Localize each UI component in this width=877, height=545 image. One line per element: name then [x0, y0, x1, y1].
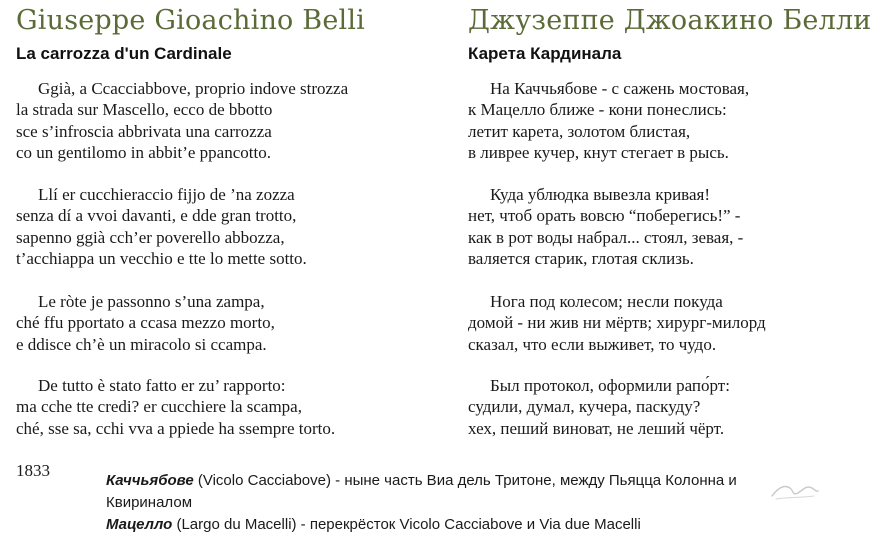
footnote-term: Мацелло — [106, 516, 173, 533]
italian-author: Giuseppe Gioachino Belli — [16, 5, 366, 36]
poem-line: сказал, что если выживет, то чудо. — [468, 334, 717, 354]
poem-line: De tutto è stato fatto er zu’ rapporto: — [38, 376, 286, 395]
russian-poem-title: Карета Кардинала — [468, 44, 622, 63]
poem-line: sapenno ggià cch’er poverello abbozza, — [16, 227, 285, 247]
poem-line: co un gentilomo in abbit’e ppancotto. — [16, 142, 271, 162]
poem-line: нет, чтоб орать вовсю “поберегись!” - — [468, 206, 741, 226]
italian-poem-title: La carrozza d'un Cardinale — [16, 44, 232, 63]
signature-mark-icon — [768, 476, 820, 504]
poem-line: Llí er cucchieraccio fijjo de ’na zozza — [38, 185, 295, 204]
poem-line: ché, sse sa, cchi vva a ppiede ha ssempre torto. — [16, 418, 336, 438]
russian-author: Джузеппе Джоакино Белли — [468, 5, 872, 36]
poem-line: sce s’infroscia abbrivata una carrozza — [16, 121, 272, 141]
poem-line: t’acchiappa un vecchio e tte lo mette sotto. — [16, 248, 307, 268]
poem-line: senza dí a vvoi davanti, e dde gran trotto, — [16, 206, 297, 226]
russian-stanza-4 — [468, 375, 730, 439]
footnote — [106, 470, 766, 514]
poem-line: Куда ублюдка вывезла кривая! — [490, 185, 711, 204]
poem-line: ma cche tte credi? er cucchiere la scampa, — [16, 397, 302, 417]
poem-line: На Каччьябове - с сажень мостовая, — [490, 79, 750, 98]
poem-line: Ggià, a Ccacciabbove, proprio indove strozza — [38, 79, 349, 98]
poem-line: Нога под колесом; несли покуда — [490, 292, 723, 311]
poem-line: домой - ни жив ни мёртв; хирург-милорд — [468, 313, 766, 333]
footnote-text: (Largo du Macelli) - перекрёсток Vicolo Cacciabove и Via due Macelli — [172, 516, 641, 533]
footnotes — [106, 470, 766, 536]
poem-line: хех, пеший виноват, не леший чёрт. — [468, 418, 725, 438]
poem-line: к Мацелло ближе - кони понеслись: — [468, 100, 727, 120]
poem-line: Le ròte je passonno s’una zampa, — [38, 292, 265, 311]
russian-stanza-2 — [468, 184, 743, 269]
poem-line: ché ffu pportato a ccasa mezzo morto, — [16, 313, 275, 333]
italian-stanza-2 — [16, 184, 307, 269]
poem-line: Был протокол, оформили рапо́рт: — [490, 376, 730, 395]
italian-stanza-3 — [16, 291, 275, 355]
russian-stanza-1 — [468, 78, 749, 163]
italian-stanza-1 — [16, 78, 348, 163]
poem-line: летит карета, золотом блистая, — [468, 121, 691, 141]
poem-line: e ddisce ch’è un miracolo si ccampa. — [16, 334, 267, 354]
poem-line: валяется старик, глотая склизь. — [468, 248, 694, 268]
poem-line: в ливрее кучер, кнут стегает в рысь. — [468, 142, 729, 162]
italian-stanza-4 — [16, 375, 335, 439]
poem-line: как в рот воды набрал... стоял, зевая, - — [468, 227, 744, 247]
russian-stanza-3 — [468, 291, 766, 355]
footnote-text: (Vicolo Cacciabove) - ныне часть Виа дель Тритоне, между Пьяцца Колонна и Квириналом — [106, 472, 737, 511]
poem-line: la strada sur Mascello, ecco de bbotto — [16, 100, 273, 120]
footnote-term: Каччьябове — [106, 472, 194, 489]
poem-line: судили, думал, кучера, паскуду? — [468, 397, 701, 417]
poem-year: 1833 — [16, 461, 50, 480]
footnote — [106, 514, 766, 536]
